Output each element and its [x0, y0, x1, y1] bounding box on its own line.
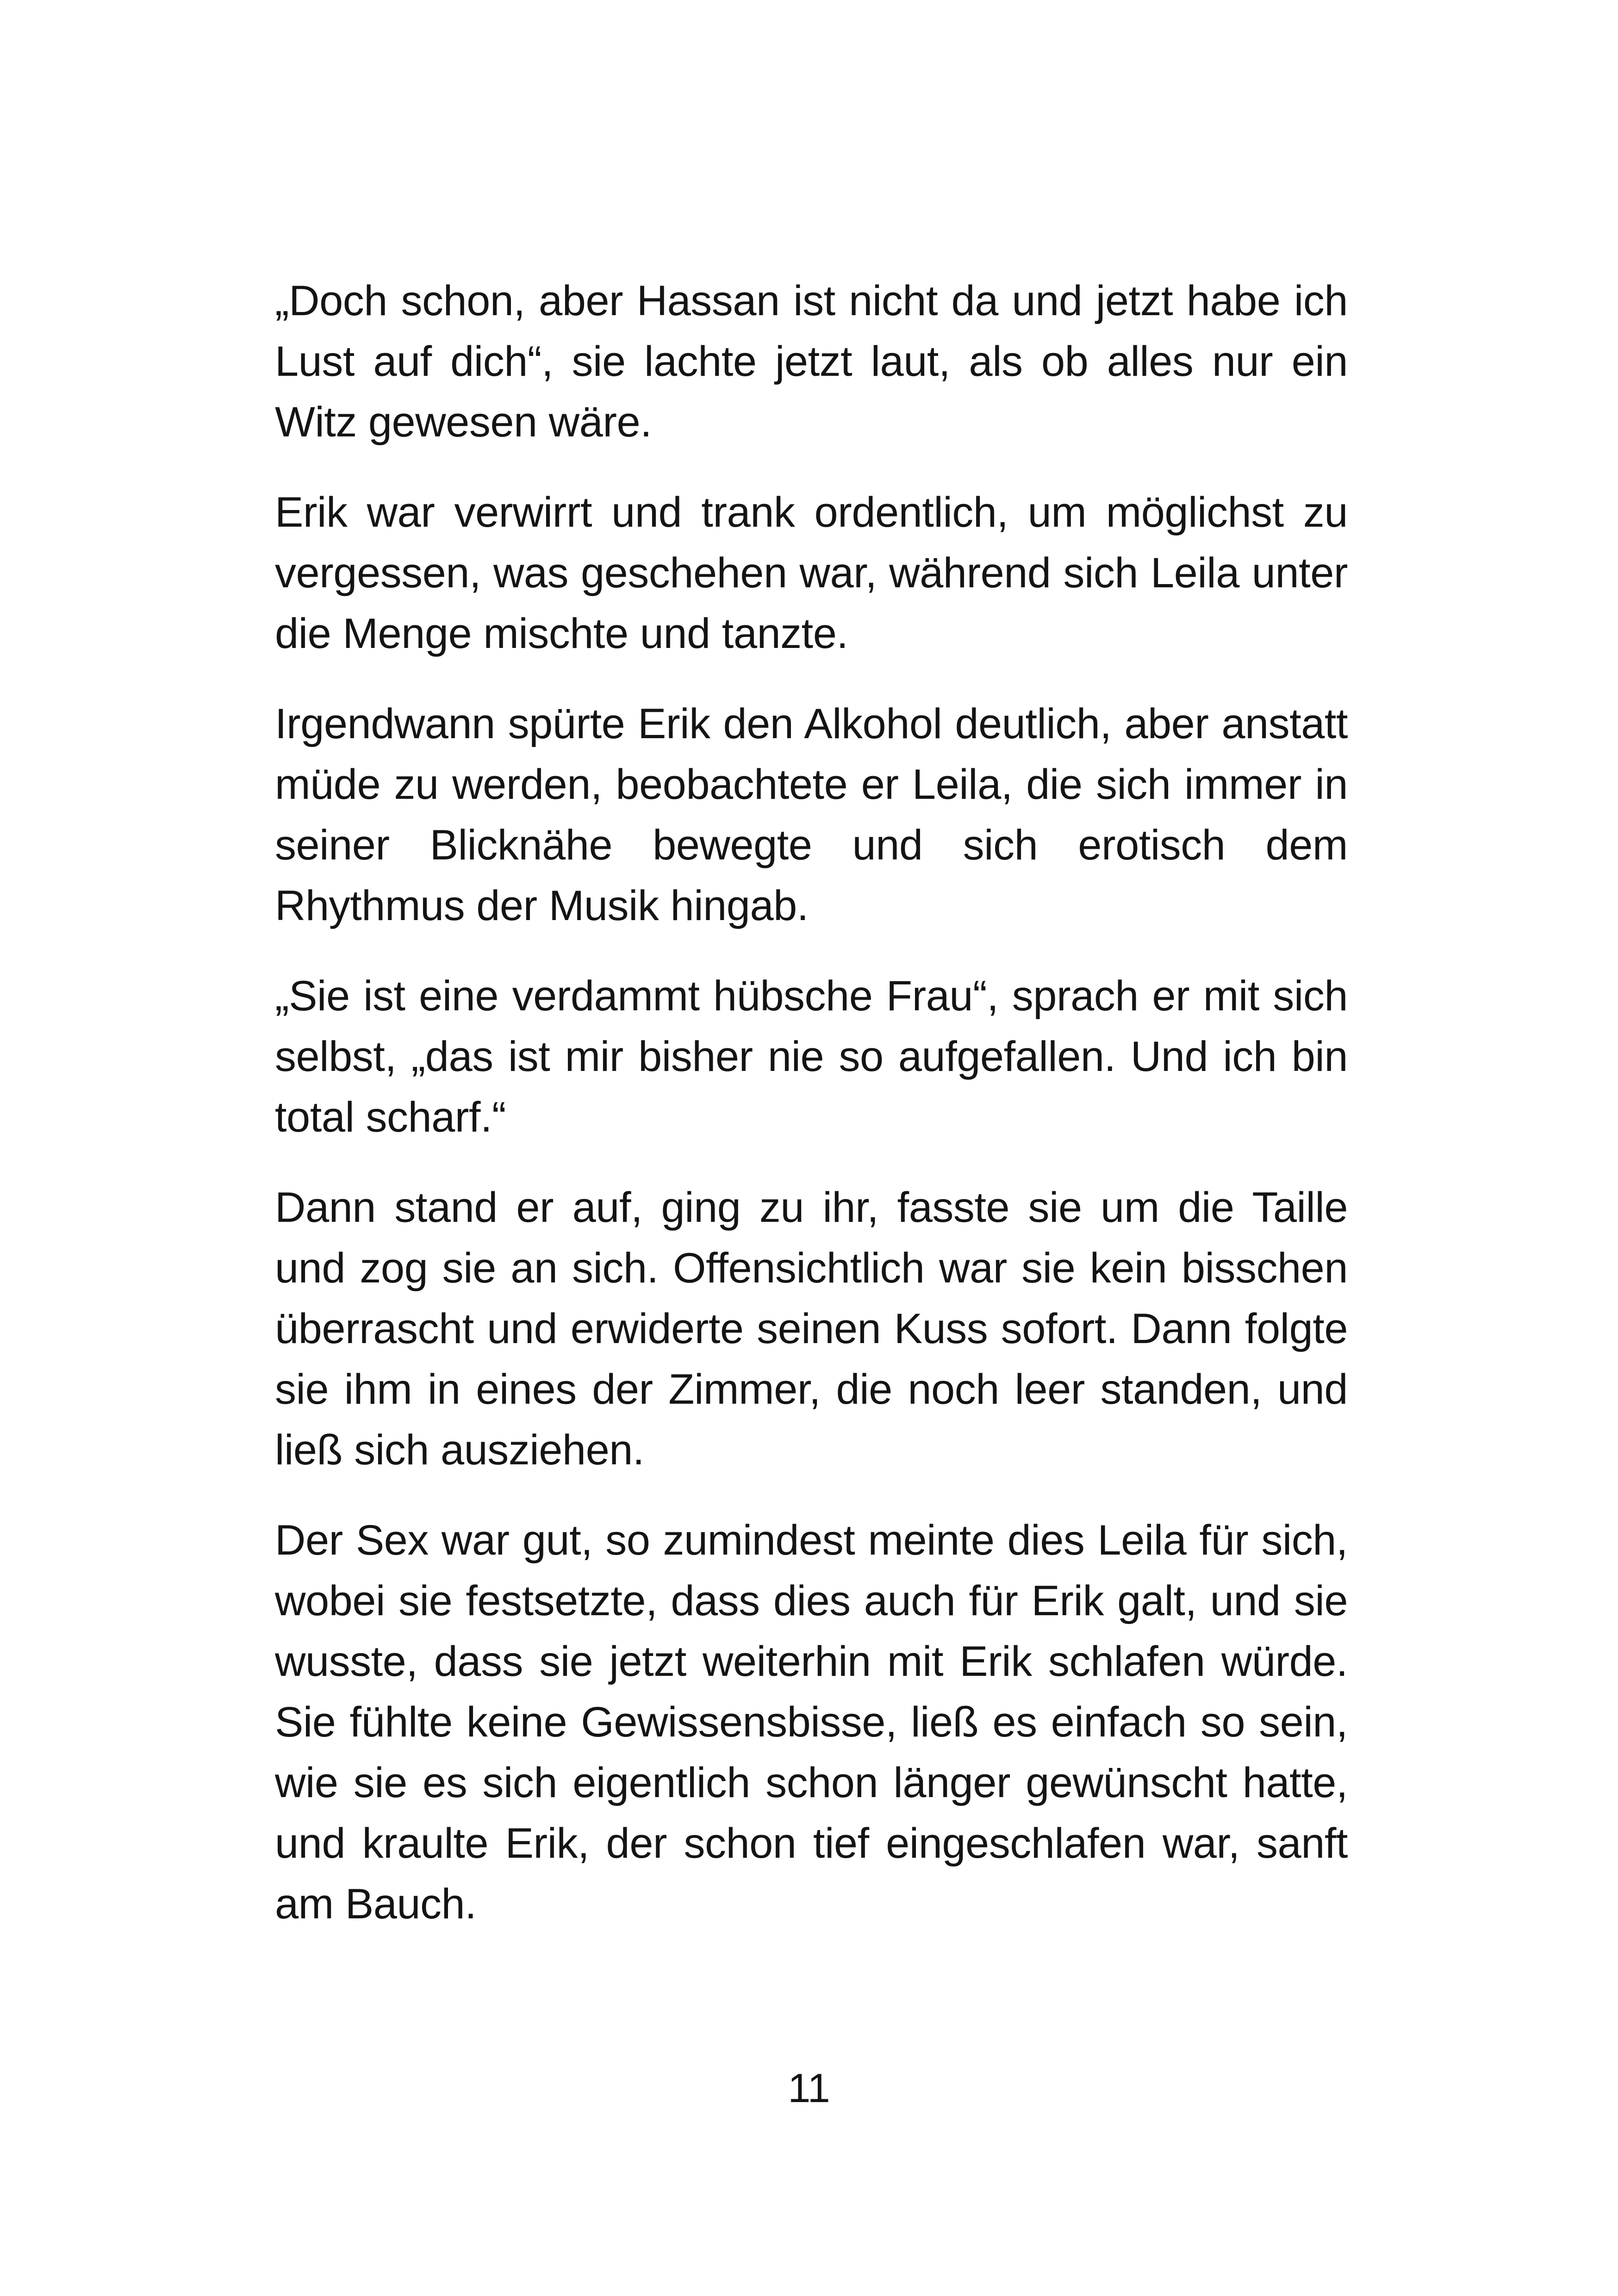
body-text [275, 271, 1348, 1964]
paragraph: Erik war verwirrt und trank ordentlich, um möglichst zu vergessen, was geschehen war, während sich Leila unter die Menge mischte und tanzte. [275, 489, 1348, 657]
paragraph: Dann stand er auf, ging zu ihr, fasste sie um die Taille und zog sie an sich. Offensichtlich war sie kein bisschen überrascht und erwiderte seinen Kuss sofort. Dann folgte sie ihm in eines der Zimmer, die noch leer standen, und ließ sich ausziehen. [275, 1184, 1348, 1474]
page-number: 11 [788, 2065, 830, 2111]
paragraph: „Doch schon, aber Hassan ist nicht da und jetzt habe ich Lust auf dich“, sie lachte jetzt laut, als ob alles nur ein Witz gewesen wäre. [275, 277, 1348, 446]
paragraph: Der Sex war gut, so zumindest meinte dies Leila für sich, wobei sie festsetzte, dass dies auch für Erik galt, und sie wusste, dass sie jetzt weiterhin mit Erik schlafen würde. Sie fühlte keine Gewissensbisse, ließ es einfach so sein, wie sie es sich eigentlich schon länger gewünscht hatte, und kraulte Erik, der schon tief eingeschlafen war, sanft am Bauch. [275, 1517, 1348, 1928]
paragraph: Irgendwann spürte Erik den Alkohol deutlich, aber anstatt müde zu werden, beobachtete er Leila, die sich immer in seiner Blicknähe bewegte und sich erotisch dem Rhythmus der Musik hingab. [275, 700, 1348, 929]
paragraph: „Sie ist eine verdammt hübsche Frau“, sprach er mit sich selbst, „das ist mir bisher nie so aufgefallen. Und ich bin total scharf.“ [275, 972, 1348, 1141]
